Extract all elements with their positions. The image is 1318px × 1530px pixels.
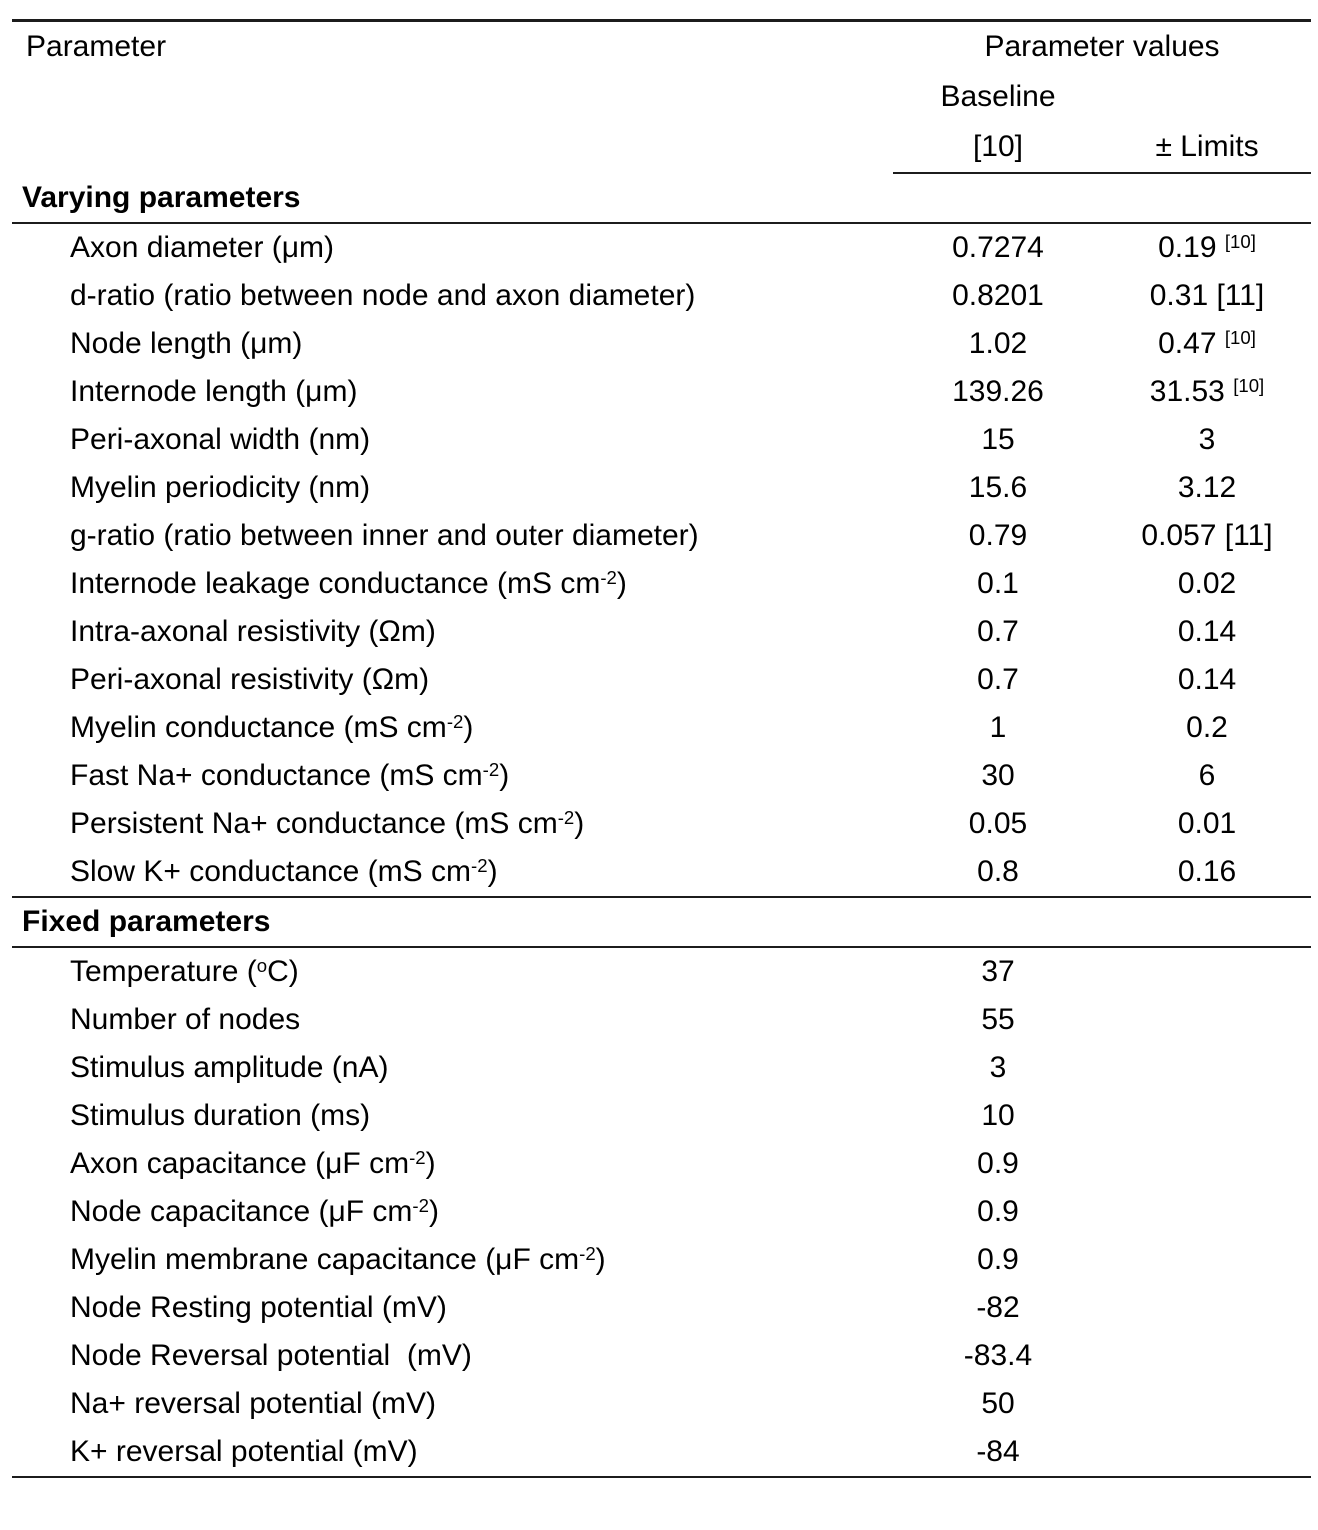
limit-value (1103, 1236, 1311, 1284)
section-varying-parameters (12, 173, 1311, 897)
column-header-parameter-values: Parameter values (893, 21, 1311, 73)
column-header-baseline-ref: [10] (893, 122, 1103, 173)
param-label: Myelin conductance (mS $cm^{-2}$) (70, 711, 474, 744)
table-row (12, 848, 1311, 897)
limit-value (1103, 1284, 1311, 1332)
limit-value: 0.14 (1177, 615, 1237, 648)
param-label: Persistent Na+ conductance (mS $cm^{-2}$) (70, 807, 585, 840)
baseline-value: 30 (981, 759, 1015, 792)
table-row (12, 1092, 1311, 1140)
baseline-value: 0.9 (977, 1147, 1019, 1180)
limit-value: 0.02 (1177, 567, 1237, 600)
baseline-value: 0.05 (968, 807, 1028, 840)
superscript: [10] (1224, 327, 1256, 349)
section-title-row (12, 173, 1311, 223)
limit-value: 0.057 [11] (1141, 519, 1273, 552)
superscript: -2 (482, 759, 500, 781)
section-title: Fixed parameters (12, 897, 1311, 947)
column-header-baseline: Baseline (940, 80, 1056, 113)
table-row (12, 996, 1311, 1044)
limit-value: 0.47 [10] (1158, 327, 1256, 360)
table-row (12, 1044, 1311, 1092)
param-label: Internode leakage conductance (mS $cm^{-2}$) (70, 567, 627, 600)
baseline-value: 0.7274 (952, 231, 1044, 264)
baseline-value: 37 (981, 955, 1015, 988)
table-row (12, 368, 1311, 416)
section-title: Varying parameters (12, 173, 1311, 223)
limit-value (1103, 1428, 1311, 1477)
param-label: Peri-axonal resistivity (Ωm) (70, 663, 430, 696)
table-header (12, 21, 1311, 174)
baseline-value: -82 (976, 1291, 1020, 1324)
limit-value (1103, 1044, 1311, 1092)
superscript: -2 (557, 807, 575, 829)
param-label: Node Reversal potential (mV) (70, 1339, 472, 1372)
baseline-value: 1.02 (968, 327, 1028, 360)
table-row (12, 1284, 1311, 1332)
param-label: Axon diameter (μm) (70, 231, 335, 264)
table-row (12, 464, 1311, 512)
table-row (12, 1428, 1311, 1477)
baseline-value: 0.9 (977, 1195, 1019, 1228)
header-row-1 (12, 21, 1311, 73)
baseline-value: 50 (981, 1387, 1015, 1420)
limit-value (1103, 996, 1311, 1044)
table-row (12, 223, 1311, 272)
table-row (12, 608, 1311, 656)
param-label: Node Resting potential (mV) (70, 1291, 447, 1324)
param-label: Temperature ($^o$C) (70, 955, 299, 988)
limit-value: 0.16 (1103, 848, 1311, 897)
column-header-limits: ± Limits (1103, 122, 1311, 173)
table-row (12, 1140, 1311, 1188)
limit-value: 3 (1198, 423, 1216, 456)
empty-cell (1103, 72, 1311, 122)
superscript: -2 (446, 711, 464, 733)
param-label: Stimulus amplitude (nA) (70, 1051, 389, 1084)
limit-value: 0.14 (1177, 663, 1237, 696)
baseline-value: -84 (893, 1428, 1103, 1477)
param-label: Intra-axonal resistivity (Ωm) (70, 615, 436, 648)
table-row (12, 416, 1311, 464)
table-row (12, 947, 1311, 996)
limit-value: 31.53 [10] (1149, 375, 1265, 408)
table-row (12, 1332, 1311, 1380)
baseline-value: 15 (981, 423, 1015, 456)
param-label: Stimulus duration (ms) (70, 1099, 371, 1132)
baseline-value: 0.8201 (952, 279, 1044, 312)
superscript: [10] (1224, 231, 1256, 253)
parameters-table (12, 19, 1311, 1478)
param-label: Myelin membrane capacitance (μF $cm^{-2}$) (70, 1243, 606, 1276)
param-label: g-ratio (ratio between inner and outer diameter) (70, 519, 699, 552)
table-row (12, 560, 1311, 608)
table-row (12, 1380, 1311, 1428)
limit-value: 0.31 [11] (1149, 279, 1265, 312)
baseline-value: 0.9 (977, 1243, 1019, 1276)
baseline-value: 139.26 (952, 375, 1044, 408)
table-row (12, 656, 1311, 704)
superscript: o (256, 955, 268, 977)
param-label: d-ratio (ratio between node and axon diameter) (70, 279, 696, 312)
limit-value (1103, 1380, 1311, 1428)
superscript: -2 (412, 1195, 429, 1217)
limit-value: 0.19 [10] (1158, 231, 1256, 264)
limit-value (1103, 1092, 1311, 1140)
param-label: Node length (μm) (70, 327, 303, 360)
section-title-row (12, 897, 1311, 947)
baseline-value: 15.6 (968, 471, 1028, 504)
param-label: K+ reversal potential (mV) (12, 1428, 893, 1477)
baseline-value: 55 (981, 1003, 1015, 1036)
baseline-value: 0.79 (968, 519, 1028, 552)
param-label: Axon capacitance (μF $cm^{-2}$) (70, 1147, 436, 1180)
param-label: Internode length (μm) (70, 375, 358, 408)
baseline-value: 0.8 (893, 848, 1103, 897)
limit-value (1103, 1188, 1311, 1236)
param-label: Node capacitance (μF $cm^{-2}$) (70, 1195, 439, 1228)
baseline-value: 0.7 (977, 663, 1019, 696)
superscript: -2 (471, 855, 488, 877)
table-row (12, 752, 1311, 800)
baseline-value: 0.7 (977, 615, 1019, 648)
limit-value (1103, 947, 1311, 996)
limit-value (1103, 1332, 1311, 1380)
baseline-value: 1 (989, 711, 1007, 744)
limit-value: 6 (1198, 759, 1216, 792)
param-label: Fast Na+ conductance (mS $cm^{-2}$) (70, 759, 510, 792)
superscript: -2 (600, 567, 617, 589)
table-row (12, 704, 1311, 752)
superscript: -2 (409, 1147, 426, 1169)
param-label: Slow K+ conductance (mS $cm^{-2}$) (12, 848, 893, 897)
param-label: Peri-axonal width (nm) (70, 423, 371, 456)
limit-value: 0.01 (1177, 807, 1237, 840)
limit-value (1103, 1140, 1311, 1188)
limit-value: 3.12 (1177, 471, 1237, 504)
baseline-value: 3 (989, 1051, 1007, 1084)
baseline-value: -83.4 (963, 1339, 1033, 1372)
superscript: [10] (1233, 375, 1265, 397)
param-label: Myelin periodicity (nm) (70, 471, 371, 504)
table-row (12, 512, 1311, 560)
param-label: Na+ reversal potential (mV) (70, 1387, 436, 1420)
baseline-value: 0.1 (977, 567, 1019, 600)
limit-value: 0.2 (1186, 711, 1228, 744)
column-header-parameter: Parameter (12, 21, 893, 174)
section-fixed-parameters (12, 897, 1311, 1477)
param-label: Number of nodes (70, 1003, 301, 1036)
table-row (12, 272, 1311, 320)
table-row (12, 1236, 1311, 1284)
baseline-value: 10 (981, 1099, 1015, 1132)
table-row (12, 800, 1311, 848)
superscript: -2 (579, 1243, 596, 1265)
table-row (12, 1188, 1311, 1236)
table-row (12, 320, 1311, 368)
